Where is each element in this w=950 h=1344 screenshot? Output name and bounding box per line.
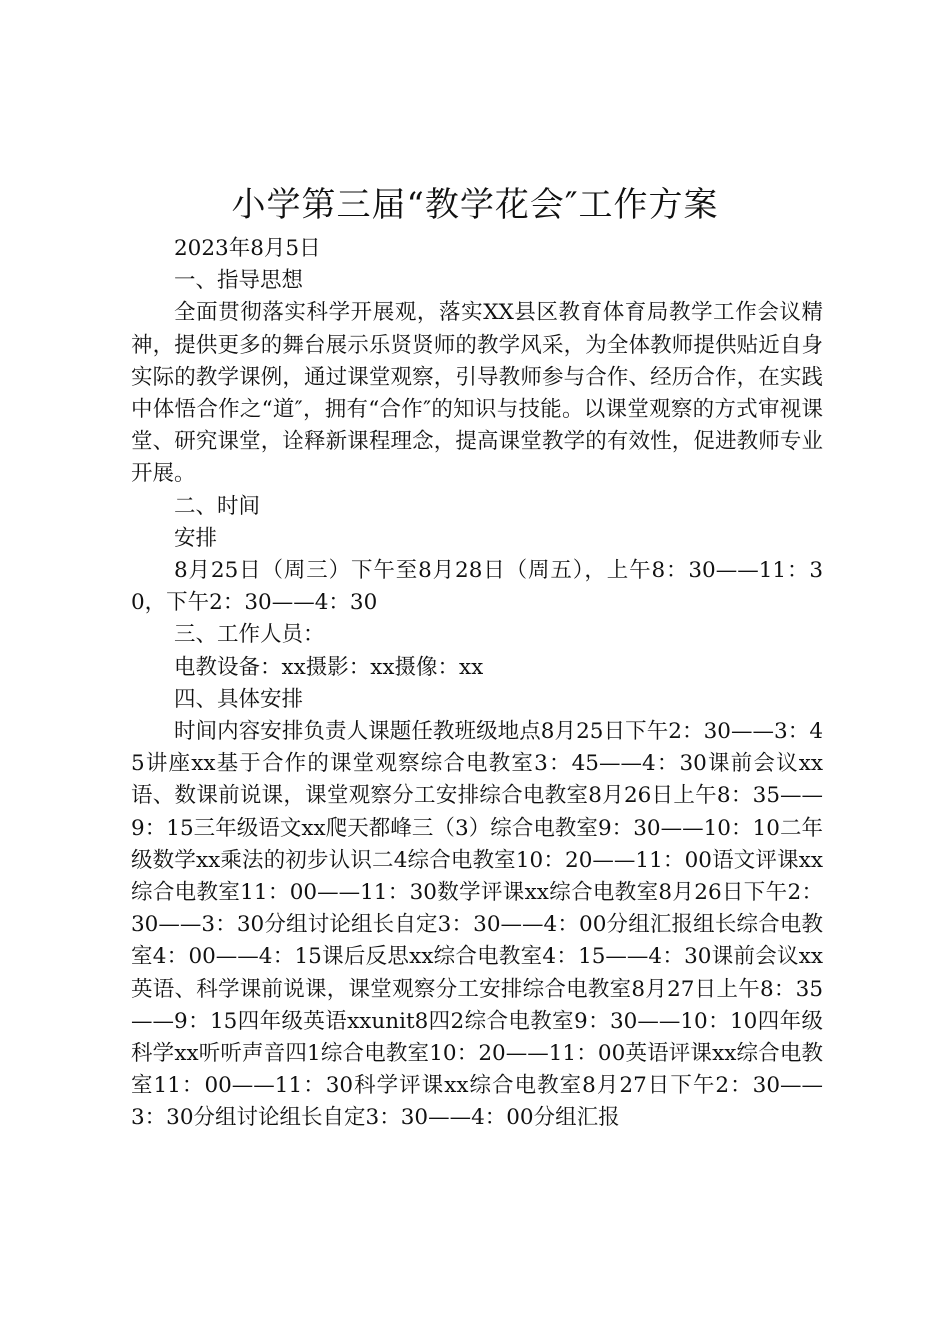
document-body <box>131 233 823 1135</box>
document-date: 2023年8月5日 <box>174 236 321 261</box>
section-heading-arrangement: 安排 <box>174 525 218 551</box>
document-title: 小学第三届“教学花会″工作方案 <box>231 185 719 225</box>
section-heading-time: 二、时间 <box>174 493 261 519</box>
section-heading-guiding-thought: 一、指导思想 <box>174 268 304 294</box>
paragraph-staff: 电教设备：xx摄影：xx摄像：xx <box>174 654 484 680</box>
section-heading-specific-arrangement: 四、具体安排 <box>174 686 304 712</box>
paragraph-guiding-thought: 全面贯彻落实科学开展观，落实XX县区教育体育局教学工作会议精神，提供更多的舞台展示乐贤贤师的教学风采，为全体教师提供贴近自身实际的教学课例，通过课堂观察，引导教师参与合作、经历合作，在实践中体悟合作之“道″，拥有“合作″的知识与技能。以课堂观察的方式审视课堂、研究课堂，诠释新课程理念，提高课堂教学的有效性，促进教师专业开展。 <box>131 300 823 487</box>
paragraph-schedule-time: 8月25日（周三）下午至8月28日（周五），上午8：30——11：30，下午2：30——4：30 <box>131 558 823 616</box>
section-heading-staff: 三、工作人员： <box>174 622 325 648</box>
paragraph-specific-arrangement: 时间内容安排负责人课题任教班级地点8月25日下午2：30——3：45讲座xx基于合作的课堂观察综合电教室3：45——4：30课前会议xx语、数课前说课，课堂观察分工安排综合电教室8月26日上午8：35——9：15三年级语文xx爬天都峰三（3）综合电教室9：30——10：10二年级数学xx乘法的初步认识二4综合电教室10：20——11：00语文评课xx综合电教室11：00——11：30数学评课xx综合电教室8月26日下午2：30——3：30分组讨论组长自定3：30——4：00分组汇报组长综合电教室4：00——4：15课后反思xx综合电教室4：15——4：30课前会议xx英语、科学课前说课，课堂观察分工安排综合电教室8月27日上午8：35——9：15四年级英语xxunit8四2综合电教室9：30——10：10四年级科学xx听听声音四1综合电教室10：20——11：00英语评课xx综合电教室11：00——11：30科学评课xx综合电教室8月27日下午2：30——3：30分组讨论组长自定3：30——4：00分组汇报 <box>131 719 823 1131</box>
